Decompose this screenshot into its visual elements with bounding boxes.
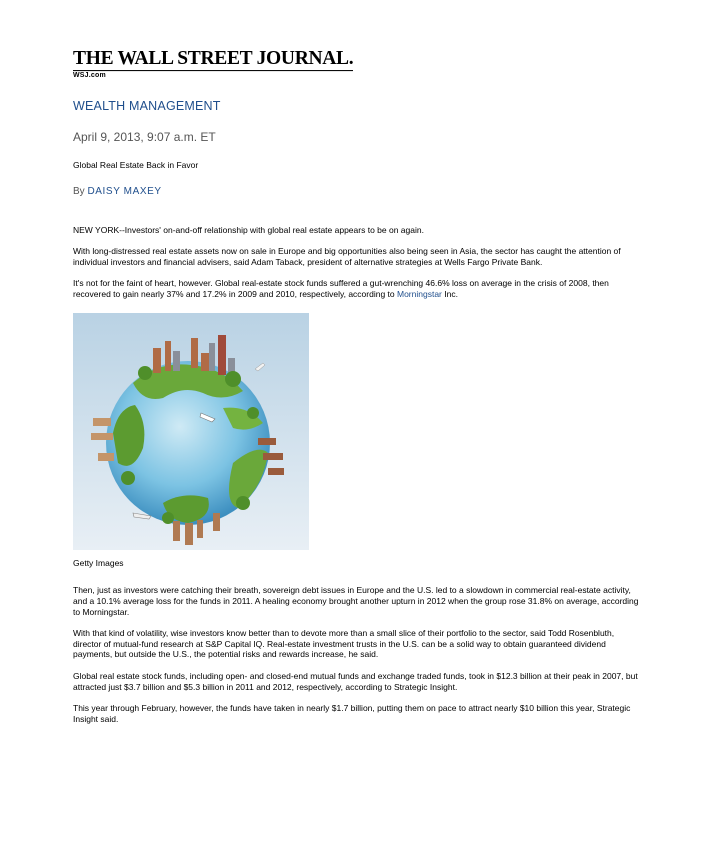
site-label: WSJ.com — [73, 71, 106, 79]
paragraph-3-text: It's not for the faint of heart, however. Global real-estate stock funds suffered a gut-wrenching 46.6% loss on average in the crisis of 2008, then recovered to gain nearly 37% and 17.2% in 2009 and 2010, respectively, according to — [73, 278, 609, 299]
globe-cities-image — [73, 313, 309, 550]
paragraph-2: With long-distressed real estate assets now on sale in Europe and big opportunities also being seen in Asia, the sector has caught the attention of individual investors and financial advisers, said Adam Taback, president of alternative strategies at Wells Fargo Private Bank. — [73, 246, 621, 267]
byline-prefix: By — [73, 185, 85, 197]
morningstar-link[interactable]: Morningstar — [397, 288, 442, 299]
paragraph-3 — [73, 278, 643, 299]
article-page — [73, 48, 643, 724]
paragraph-4: Then, just as investors were catching their breath, sovereign debt issues in Europe and the U.S. led to a slowdown in commercial real-estate activity, and a 10.1% average loss for the funds in 2011. A healing economy brought another upturn in 2012 when the group rose 31.8% on average, according to Morningstar. — [73, 585, 639, 617]
paragraph-7: This year through February, however, the funds have taken in nearly $1.7 billion, putting them on pace to attract nearly $10 billion this year, Strategic Insight said. — [73, 703, 631, 724]
masthead — [73, 48, 643, 79]
headline: Global Real Estate Back in Favor — [73, 159, 199, 170]
paragraph-6: Global real estate stock funds, including open- and closed-end mutual funds and exchange traded funds, took in $12.3 billion at their peak in 2007, but attracted just $3.7 billion and $5.3 billion in 2011 and 2012, respectively, according to Strategic Insight. — [73, 671, 638, 692]
section-title: WEALTH MANAGEMENT — [73, 98, 221, 113]
byline — [73, 186, 643, 197]
masthead-logo[interactable]: THE WALL STREET JOURNAL. — [73, 46, 354, 69]
figure-caption: Getty Images — [73, 558, 124, 569]
dateline: April 9, 2013, 9:07 a.m. ET — [73, 129, 216, 144]
paragraph-1: NEW YORK--Investors' on-and-off relationship with global real estate appears to be on again. — [73, 224, 424, 235]
article-body — [73, 225, 643, 725]
author-link[interactable]: DAISY MAXEY — [87, 185, 162, 197]
paragraph-3-end: Inc. — [441, 288, 458, 299]
article-figure — [73, 313, 643, 568]
paragraph-5: With that kind of volatility, wise investors know better than to devote more than a small slice of their portfolio to the sector, said Todd Rosenbluth, director of mutual-fund research at S&P Capital IQ. Real-estate investment trusts in the U.S. can be a solid way to obtain guaranteed dividend payments, but outside the U.S., the potential risks and rewards increase, he said. — [73, 628, 615, 660]
